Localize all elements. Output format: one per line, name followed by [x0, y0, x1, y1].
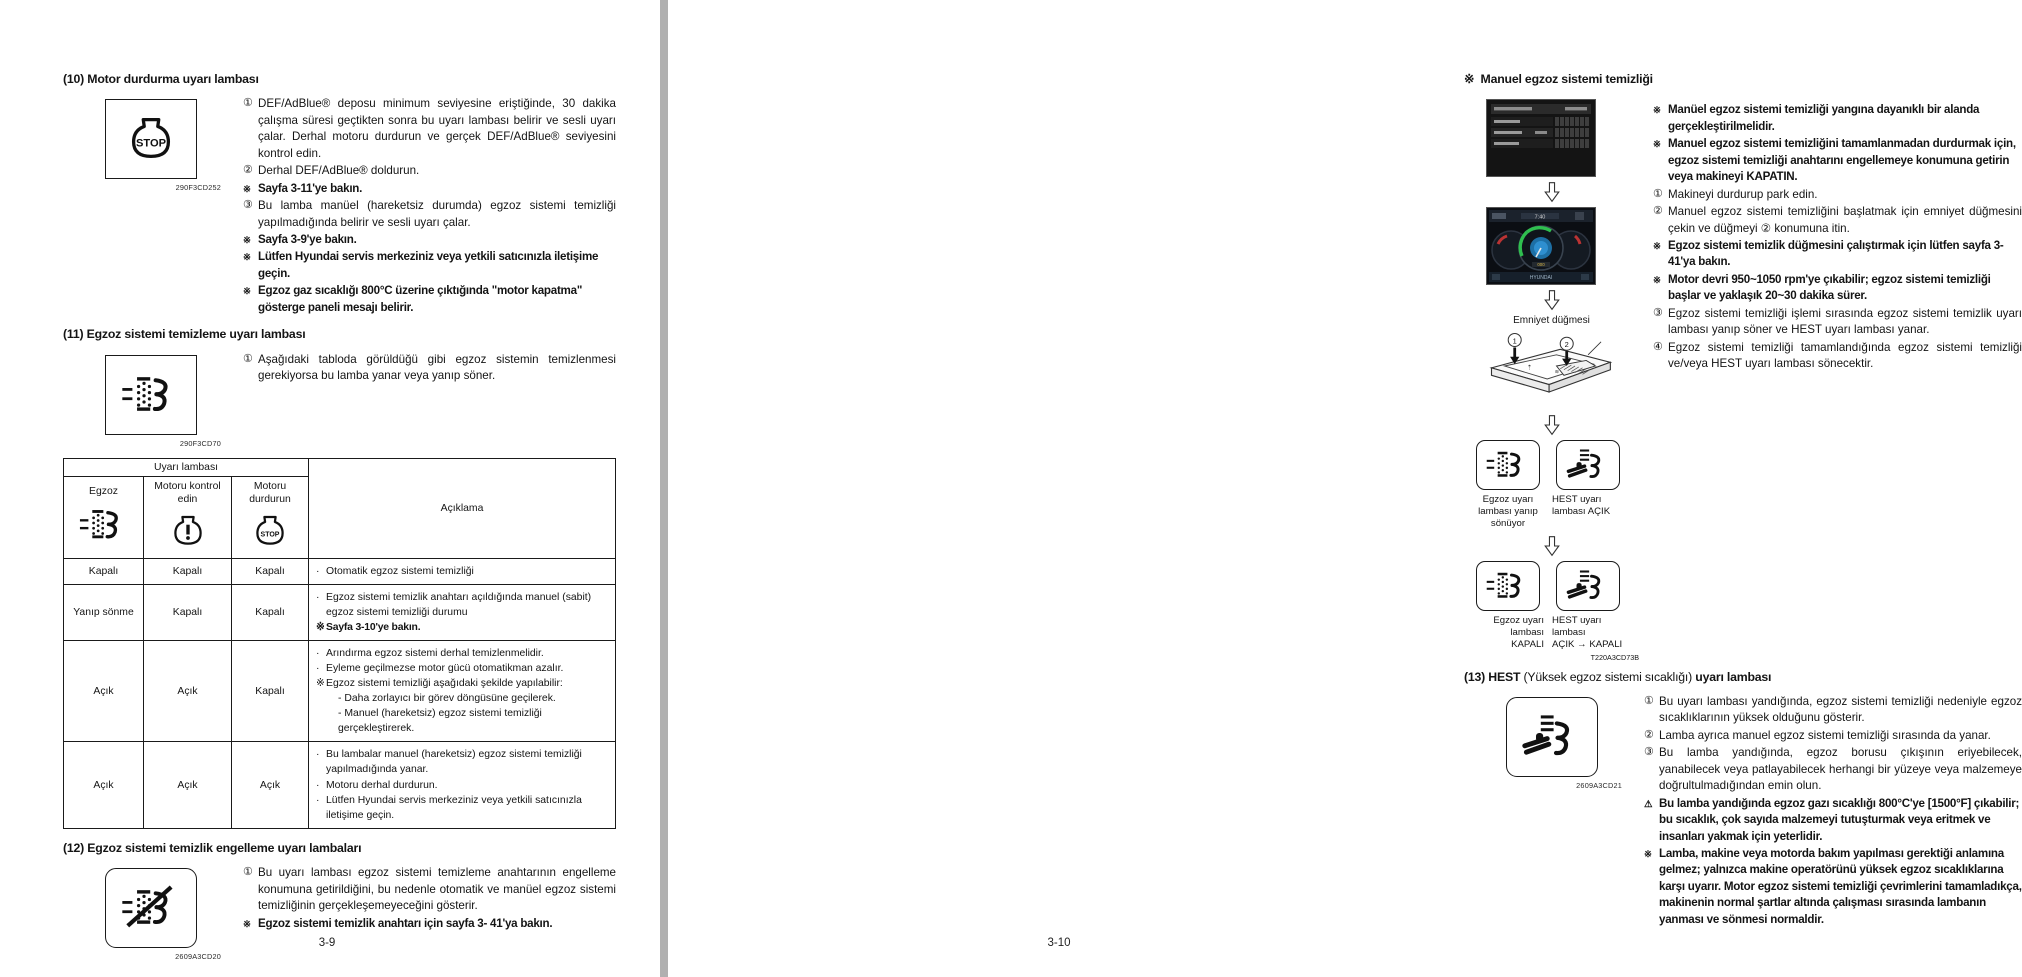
- section-12-heading: (12) Egzoz sistemi temizlik engelleme uyarı lambaları: [63, 840, 362, 855]
- list-text: Derhal DEF/AdBlue® doldurun.: [258, 164, 420, 178]
- bullet-text: Sayfa 3-10'ye bakın.: [326, 621, 421, 633]
- svg-text:STOP: STOP: [260, 531, 280, 539]
- list-text: Egzoz sistemi temizlik düğmesini çalıştırmak için lütfen sayfa 3-41'ya bakın.: [1668, 238, 2004, 269]
- bullet-text: Motoru derhal durdurun.: [326, 779, 438, 791]
- list-marker: ①: [1653, 187, 1664, 200]
- instrument-cluster-screen: [1486, 207, 1596, 285]
- table-col-header-exhaust: [64, 476, 144, 558]
- list-text: Manuel egzoz sistemi temizliğini tamamlanmadan durdurmak için, egzoz sistemi temizliği anahtarını engellemeye konumuna getirin veya makineyi KAPATIN.: [1668, 137, 2016, 184]
- list-marker: ※: [1653, 274, 1661, 286]
- header-label: Motoru kontrol edin: [154, 480, 221, 505]
- list-text: Manüel egzoz sistemi temizliği yangına dayanıklı bir alanda gerçekleştirilmelidir.: [1668, 103, 1980, 133]
- hest-lamp-icon: [1556, 440, 1620, 490]
- list-marker: ①: [243, 352, 254, 365]
- cell-stop-engine-state: Kapalı: [232, 584, 309, 640]
- list-text: Egzoz sistemi temizliği işlemi sırasında egzoz sistemi temizlik uyarı lambası yanıp söner ve HEST uyarı lambası yanar.: [1668, 306, 2022, 337]
- section-10-items: [243, 93, 616, 317]
- dpf-exhaust-lamp-icon: [105, 355, 197, 435]
- bullet-marker: ·: [316, 647, 320, 659]
- section-11: [63, 327, 616, 447]
- list-marker: ※: [1653, 139, 1661, 151]
- list-marker: ①: [243, 97, 254, 110]
- list-marker: ④: [1653, 340, 1664, 353]
- list-text: Lamba ayrıca manuel egzoz sistemi temizliği sırasında da yanar.: [1659, 728, 1991, 742]
- page-number-right: 3-10: [1047, 937, 1071, 949]
- table-col-header-check-engine: [144, 476, 232, 558]
- bullet-marker: ※: [316, 621, 325, 633]
- lamp-state-cell: [1552, 561, 1624, 650]
- svg-text:≋: ≋: [1554, 369, 1560, 376]
- lamp-state-row-1: [1472, 440, 1639, 529]
- section-10: [63, 72, 616, 317]
- bullet-text: Egzoz sistemi temizlik anahtarı açıldığında manuel (sabit) egzoz sistemi temizliği durumu: [326, 591, 592, 618]
- safety-switch-label: Emniyet düğmesi: [1513, 315, 1590, 327]
- warning-triangle-icon: ⚠: [1644, 798, 1653, 810]
- list-marker: ※: [243, 918, 251, 930]
- list-marker: ③: [243, 199, 254, 212]
- diagram-figure-code: T220A3CD73B: [1590, 652, 1639, 662]
- lamp-state-caption: Egzoz uyarı lambası KAPALI: [1493, 615, 1544, 650]
- lamp-state-row-2: [1472, 561, 1639, 650]
- table-col-header-stop-engine: [232, 476, 309, 558]
- section-12-items: [243, 862, 616, 933]
- heading-suffix: uyarı lambası: [1695, 669, 1772, 684]
- cell-stop-engine-state: Açık: [232, 742, 309, 828]
- right-page: [694, 0, 2022, 977]
- hest-lamp-icon: [1556, 561, 1620, 611]
- list-marker: ※: [243, 286, 251, 298]
- lamp-state-cell: [1472, 440, 1544, 529]
- list-text: Makineyi durdurup park edin.: [1668, 187, 1818, 201]
- flow-arrow-down-icon: [1464, 289, 1639, 311]
- svg-text:HYUNDAI: HYUNDAI: [1529, 275, 1553, 282]
- bullet-marker: ·: [316, 749, 320, 761]
- list-text: Bu lamba yandığında egzoz gazı sıcaklığı 800°C'ye [1500°F] çıkabilir; bu sıcaklık, çok sayıda malzemeyi tutuşturmak veya eritmek ve insanları yakmak için yeterlidir.: [1659, 796, 2020, 843]
- list-marker: ※: [1644, 849, 1652, 861]
- cell-check-engine-state: Açık: [144, 742, 232, 828]
- bullet-text: Bu lambalar manuel (hareketsiz) egzoz sistemi temizliği yapılmadığında yanar.: [326, 749, 582, 776]
- list-text: Egzoz gaz sıcaklığı 800°C üzerine çıktığında "motor kapatma" gösterge paneli mesajı belirir.: [258, 284, 583, 314]
- list-text: Bu uyarı lambası egzoz sistemi temizleme anahtarının engelleme konumuna getirildiğini, bu nedenle otomatik ve manüel egzoz sistemi temizliğinin gerçekleşemeyeceğini gösterir.: [258, 866, 616, 913]
- heading-mid: (Yüksek egzoz sistemi sıcaklığı): [1520, 669, 1696, 684]
- flow-arrow-down-icon: [1464, 181, 1639, 203]
- cell-exhaust-state: Yanıp sönme: [64, 584, 144, 640]
- list-text: Sayfa 3-11'ye bakın.: [258, 181, 363, 195]
- section-11-figure-code: 290F3CD70: [179, 438, 221, 448]
- section-10-figure: [63, 93, 243, 192]
- list-marker: ②: [1653, 205, 1664, 218]
- section-13-figure-code: 2609A3CD21: [1576, 780, 1622, 790]
- list-marker: ①: [1644, 694, 1655, 707]
- bullet-text: - Daha zorlayıcı bir görev döngüsüne geçilerek.: [338, 693, 556, 705]
- manual-clean-heading: [1464, 72, 2022, 87]
- list-text: Bu uyarı lambası yandığında, egzoz sistemi temizliği nedeniyle egzoz sıcaklıklarının yüksek olduğunu gösterir.: [1659, 694, 2022, 725]
- safety-switch-illustration: [1470, 327, 1639, 410]
- engine-stop-lamp-icon: [236, 510, 304, 555]
- section-11-items: [243, 349, 616, 386]
- heading-marker: ※: [1464, 72, 1475, 86]
- list-text: DEF/AdBlue® deposu minimum seviyesine eriştiğinde, 30 dakika çalışma süresi geçtikten sonra bu uyarı lambası belirir ve sesli uyarı çalar. Derhal motoru durdurun ve gerçek DEF/AdBlue® seviyesini kontrol edin.: [258, 97, 616, 160]
- list-text: Bu lamba manüel (hareketsiz durumda) egzoz sistemi temizliği yapılmadığında belirir ve sesli uyarı çalar.: [258, 199, 616, 229]
- header-label: Motoru durdurun: [249, 480, 291, 505]
- section-11-heading: (11) Egzoz sistemi temizleme uyarı lambası: [63, 327, 306, 342]
- check-engine-lamp-icon: [148, 510, 227, 555]
- list-marker: ※: [243, 183, 251, 195]
- flow-arrow-down-icon: [1464, 414, 1639, 436]
- table-row: [64, 742, 616, 828]
- header-label: Egzoz: [89, 486, 118, 498]
- section-13-items: [1644, 691, 2022, 929]
- cell-exhaust-state: Kapalı: [64, 558, 144, 584]
- manual-clean-diagram: [1464, 99, 1639, 661]
- lamp-state-caption: HEST uyarı lambası AÇIK: [1552, 494, 1611, 518]
- section-10-figure-code: 290F3CD252: [175, 183, 221, 193]
- cell-check-engine-state: Kapalı: [144, 558, 232, 584]
- cell-check-engine-state: Kapalı: [144, 584, 232, 640]
- bullet-marker: ·: [316, 779, 320, 791]
- section-11-figure: [63, 349, 243, 448]
- manual-clean-items: [1639, 99, 2022, 373]
- list-text: Egzoz sistemi temizliği tamamlandığında egzoz sistemi temizliği ve/veya HEST uyarı lambası sönecektir.: [1668, 340, 2022, 371]
- list-text: Egzoz sistemi temizlik anahtarı için sayfa 3- 41'ya bakın.: [258, 916, 553, 930]
- list-marker: ①: [243, 866, 254, 879]
- list-text: Manuel egzoz sistemi temizliğini başlatmak için emniyet düğmesini çekin ve düğmeyi ② konumuna itin.: [1668, 205, 2022, 235]
- list-marker: ※: [1653, 105, 1661, 117]
- bullet-marker: ·: [316, 565, 320, 577]
- list-marker: ②: [1644, 728, 1655, 741]
- table-row: [64, 640, 616, 741]
- table-row: [64, 558, 616, 584]
- svg-text:2: 2: [1564, 340, 1569, 350]
- cell-stop-engine-state: Kapalı: [232, 558, 309, 584]
- engine-stop-lamp-icon: [105, 99, 197, 179]
- bullet-text: - Manuel (hareketsiz) egzoz sistemi temizliği gerçekleştirerek.: [338, 708, 542, 735]
- monitor-power-mode-screen: [1486, 99, 1596, 177]
- lamp-state-cell: [1472, 561, 1544, 650]
- cell-description: [309, 640, 616, 741]
- list-marker: ※: [1653, 240, 1661, 252]
- table-group-header-row: [64, 458, 616, 476]
- table-col-header-description: Açıklama: [309, 458, 616, 558]
- page-number-left: 3-9: [318, 937, 336, 949]
- section-13: [1464, 670, 2022, 930]
- cell-exhaust-state: Açık: [64, 640, 144, 741]
- bullet-marker: [328, 706, 338, 736]
- cell-exhaust-state: Açık: [64, 742, 144, 828]
- warning-lamp-table: [63, 458, 616, 829]
- bullet-marker: ·: [316, 591, 320, 603]
- cell-description: [309, 584, 616, 640]
- section-13-figure: [1464, 691, 1644, 790]
- cell-description: [309, 742, 616, 828]
- cell-description: [309, 558, 616, 584]
- page-divider: [660, 0, 668, 977]
- bullet-text: Eyleme geçilmezse motor gücü otomatikman azalır.: [326, 663, 564, 674]
- table-row: [64, 584, 616, 640]
- svg-text:1: 1: [1512, 336, 1517, 346]
- bullet-marker: ·: [316, 663, 320, 674]
- section-12-figure-code: 2609A3CD20: [175, 952, 221, 962]
- list-text: Aşağıdaki tabloda görüldüğü gibi egzoz sistemin temizlenmesi gerekiyorsa bu lamba yanar veya yanıp söner.: [258, 352, 616, 383]
- bullet-text: Arındırma egzoz sistemi derhal temizlenmelidir.: [326, 647, 544, 659]
- hest-lamp-icon: [1506, 697, 1598, 777]
- heading-prefix: (13) HEST: [1464, 669, 1521, 684]
- list-text: Motor devri 950~1050 rpm'ye çıkabilir; egzoz sistemi temizliği başlar ve yaklaşık 20~30 dakika sürer.: [1668, 272, 1991, 303]
- lamp-state-caption: HEST uyarı lambası AÇIK → KAPALI: [1552, 615, 1623, 650]
- list-marker: ※: [243, 234, 251, 246]
- list-marker: ③: [1644, 746, 1655, 759]
- left-page: [0, 0, 694, 977]
- list-marker: ③: [1653, 306, 1664, 319]
- bullet-text: Lütfen Hyundai servis merkeziniz veya yetkili satıcınızla iletişime geçin.: [326, 794, 582, 821]
- heading-text: Manuel egzoz sistemi temizliği: [1480, 72, 1653, 86]
- list-text: Sayfa 3-9'ye bakın.: [258, 232, 357, 246]
- bullet-text: Otomatik egzoz sistemi temizliği: [326, 565, 474, 577]
- dpf-exhaust-lamp-icon: [1476, 440, 1540, 490]
- lamp-state-cell: [1552, 440, 1624, 529]
- list-text: Bu lamba yandığında, egzoz borusu çıkışının eriyebilecek, yanabilecek veya patlayabilecek herhangi bir yüzeye veya malzemeye doğrultulmadığından emin olun.: [1659, 746, 2022, 793]
- svg-text:000: 000: [1537, 262, 1545, 268]
- section-13-heading: [1464, 670, 2022, 685]
- cell-stop-engine-state: Kapalı: [232, 640, 309, 741]
- list-marker: ※: [243, 252, 251, 264]
- table-group-header: Uyarı lambası: [64, 458, 309, 476]
- bullet-marker: ※: [316, 678, 325, 690]
- section-10-heading: (10) Motor durdurma uyarı lambası: [63, 72, 259, 86]
- flow-arrow-down-icon: [1464, 535, 1639, 557]
- bullet-marker: ·: [316, 794, 320, 806]
- list-text: Lamba, makine veya motorda bakım yapılması gerektiği anlamına gelmez; yalnızca makine operatörünü yüksek egzoz sıcaklıklarına karşı uyarır. Motor egzoz sistemi temizliği çevrimlerini tamamladıkça, makinenin normal şartlar altında çalışması sırasında lambanın yanması ve sönmesi normaldir.: [1659, 847, 2022, 926]
- cell-check-engine-state: Açık: [144, 640, 232, 741]
- svg-text:STOP: STOP: [135, 138, 167, 151]
- list-text: Lütfen Hyundai servis merkeziniz veya yetkili satıcınızla iletişime geçin.: [258, 250, 599, 280]
- bullet-marker: [328, 691, 338, 706]
- bullet-text: Egzoz sistemi temizliği aşağıdaki şekilde yapılabilir:: [326, 678, 563, 690]
- dpf-exhaust-lamp-icon: [1476, 561, 1540, 611]
- dpf-exhaust-lamp-icon: [68, 504, 139, 549]
- svg-text:7:40: 7:40: [1534, 214, 1546, 221]
- list-marker: ②: [243, 164, 254, 177]
- svg-text:⇡: ⇡: [1526, 365, 1533, 373]
- lamp-state-caption: Egzoz uyarı lambası yanıp sönüyor: [1478, 494, 1538, 529]
